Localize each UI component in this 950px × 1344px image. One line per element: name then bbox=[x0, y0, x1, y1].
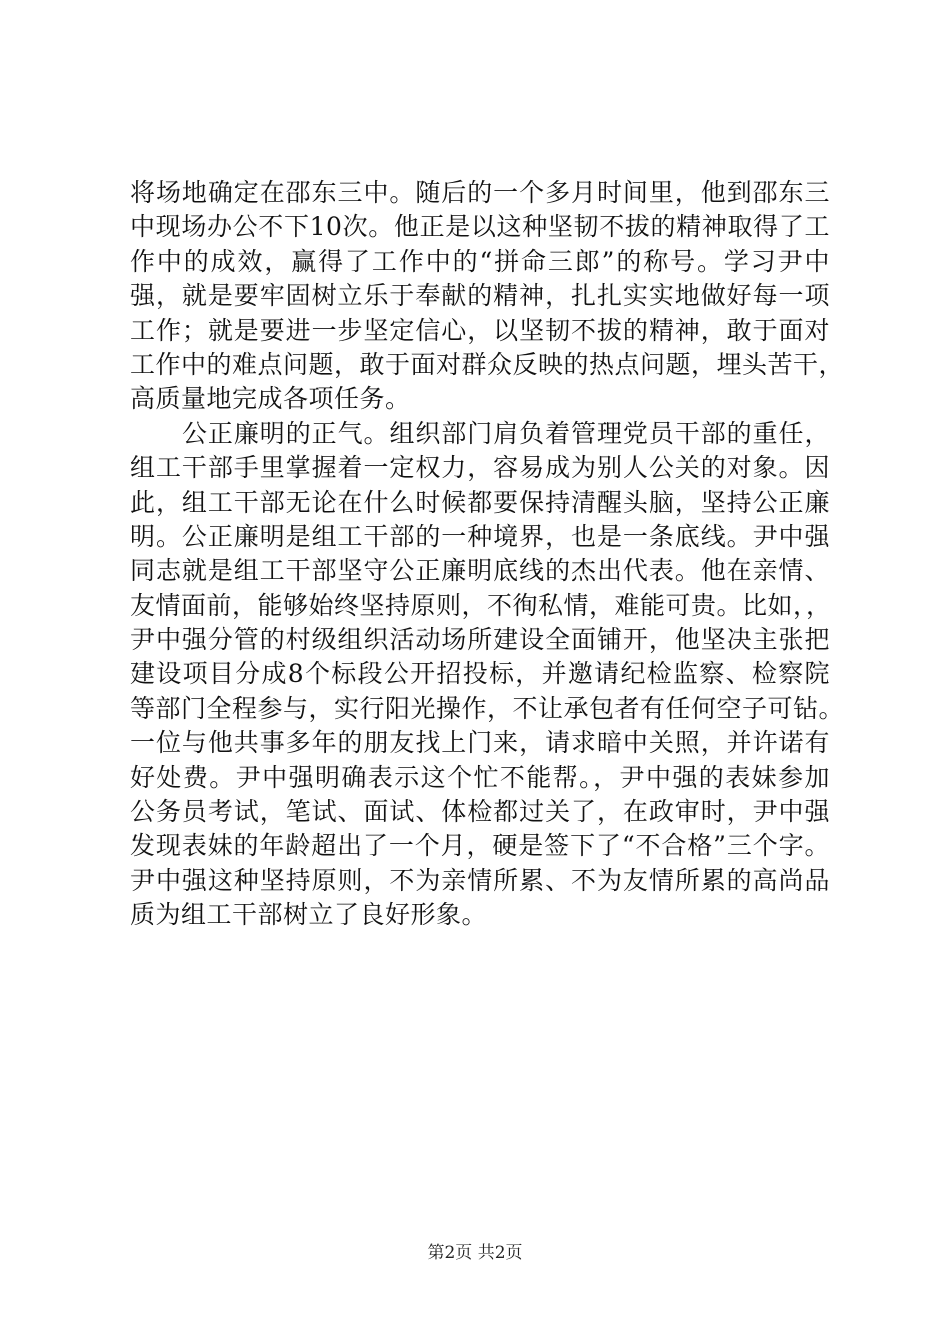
text-line: 强，就是要牢固树立乐于奉献的精神，扎扎实实地做好每一项 bbox=[130, 281, 830, 311]
text-line: 组工干部手里掌握着一定权力，容易成为别人公关的对象。因 bbox=[130, 453, 830, 483]
text-line: 等部门全程参与，实行阳光操作，不让承包者有任何空子可钻。 bbox=[130, 693, 845, 723]
page-footer bbox=[0, 1242, 950, 1264]
text-line: 高质量地完成各项任务。 bbox=[130, 384, 411, 414]
paragraph-2 bbox=[130, 417, 845, 933]
text-line: 将场地确定在邵东三中。随后的一个多月时间里，他到邵东三 bbox=[130, 178, 830, 207]
text-line: 中现场办公不下10次。他正是以这种坚韧不拔的精神取得了工 bbox=[130, 212, 830, 242]
text-line: 尹中强分管的村级组织活动场所建设全面铺开，他坚决主张把 bbox=[130, 625, 830, 655]
text-line: 作中的成效，赢得了工作中的“拼命三郎”的称号。学习尹中 bbox=[130, 246, 830, 276]
text-line: 好处费。尹中强明确表示这个忙不能帮。，尹中强的表妹参加 bbox=[130, 762, 830, 792]
text-line: 友情面前，能够始终坚持原则，不徇私情，难能可贵。比如，， bbox=[130, 590, 832, 620]
text-line: 工作；就是要进一步坚定信心，以坚韧不拔的精神，敢于面对 bbox=[130, 315, 830, 345]
text-line: 工作中的难点问题，敢于面对群众反映的热点问题，埋头苦干， bbox=[130, 349, 845, 379]
text-line: 此，组工干部无论在什么时候都要保持清醒头脑，坚持公正廉 bbox=[130, 487, 830, 517]
paragraph-1 bbox=[130, 176, 845, 417]
body-text bbox=[130, 176, 845, 933]
page-number-label: 第2页 共2页 bbox=[427, 1243, 523, 1263]
text-line: 发现表妹的年龄超出了一个月，硬是签下了“不合格”三个字。 bbox=[130, 831, 830, 861]
text-line: 尹中强这种坚持原则，不为亲情所累、不为友情所累的高尚品 bbox=[130, 865, 830, 895]
text-line: 公正廉明的正气。组织部门肩负着管理党员干部的重任， bbox=[182, 418, 830, 448]
text-line: 建设项目分成8个标段公开招投标，并邀请纪检监察、检察院 bbox=[130, 659, 830, 689]
text-line: 明。公正廉明是组工干部的一种境界，也是一条底线。尹中强 bbox=[130, 521, 830, 551]
text-line: 一位与他共事多年的朋友找上门来，请求暗中关照，并许诺有 bbox=[130, 728, 830, 758]
text-line: 公务员考试，笔试、面试、体检都过关了，在政审时，尹中强 bbox=[130, 797, 830, 827]
text-line: 同志就是组工干部坚守公正廉明底线的杰出代表。他在亲情、 bbox=[130, 556, 830, 586]
text-line: 质为组工干部树立了良好形象。 bbox=[130, 900, 488, 930]
